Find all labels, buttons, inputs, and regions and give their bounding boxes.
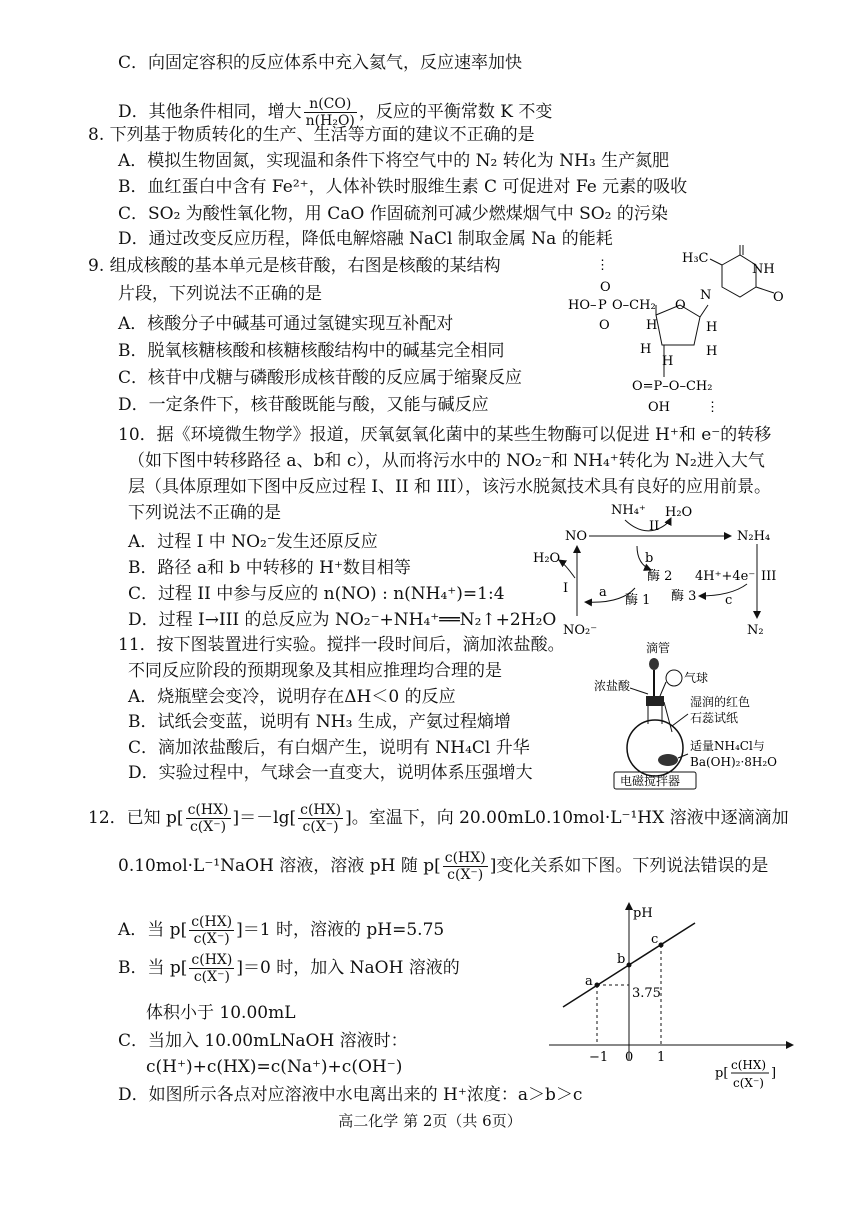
- q12-a-post: ]＝1 时，溶液的 pH=5.75: [236, 920, 445, 940]
- fig-h3c-label: H₃C: [682, 251, 709, 266]
- point-b: [627, 963, 632, 968]
- q12-option-d: D．如图所示各点对应溶液中水电离出来的 H⁺浓度：a＞b＞c: [118, 1085, 583, 1105]
- y-axis-label: pH: [633, 906, 653, 921]
- q12-b-pre: B．当 p[: [118, 958, 188, 978]
- q12-stem-line2: [118, 848, 768, 884]
- fig-dots-bottom: ⋮: [706, 400, 719, 415]
- fig-path-c: c: [725, 593, 733, 608]
- x-axis-label-den: c(X⁻): [733, 1076, 764, 1090]
- q11-apparatus: [590, 640, 820, 790]
- q12-s2-frac: [443, 850, 488, 883]
- fig-enzyme-3: 酶 3: [671, 589, 697, 604]
- frac-den: c(X⁻): [302, 819, 339, 835]
- fig-h3: H: [640, 342, 652, 357]
- fig-sugar-o: O: [675, 298, 686, 313]
- q12-a-frac: [189, 914, 234, 947]
- q11-option-a: A．烧瓶壁会变冷，说明存在ΔH＜0 的反应: [128, 687, 456, 707]
- frac-num: c(HX): [187, 802, 229, 818]
- frac-den: c(X⁻): [189, 819, 227, 835]
- fig-process-iii: III: [761, 569, 777, 584]
- fig-process-ii: II: [649, 519, 660, 534]
- q10-option-d: D．过程 I→III 的总反应为 NO₂⁻+NH₄⁺══N₂↑+2H₂O: [128, 610, 557, 630]
- fig-phosphodiester: O=P–O–CH₂: [632, 379, 713, 394]
- fig-dropper-label: 滴管: [646, 641, 671, 655]
- q8-option-c: C．SO₂ 为酸性氧化物，用 CaO 作固硫剂可减少燃煤烟气中 SO₂ 的污染: [118, 204, 668, 224]
- x-axis-label-num: c(HX): [731, 1058, 767, 1072]
- q8-option-b: B．血红蛋白中含有 Fe²⁺，人体补铁时服维生素 C 可促进对 Fe 元素的吸收: [118, 177, 688, 197]
- page-footer: 高二化学 第 2页（共 6页）: [338, 1112, 522, 1130]
- q12-s2-post: ]变化关系如下图。下列说法错误的是: [489, 856, 769, 876]
- q9-nucleotide-structure: [560, 245, 790, 420]
- x-axis-label-bracket: ]: [771, 1066, 777, 1081]
- frac-num: c(HX): [191, 952, 233, 968]
- fig-h4: H: [706, 344, 718, 359]
- q7-option-c: C．向固定容积的反应体系中充入氦气，反应速率加快: [118, 53, 523, 73]
- fig-dots-top: ⋮: [596, 258, 609, 273]
- fig-nh4-label: NH₄⁺: [611, 503, 646, 518]
- q10-stem-line3: 层（具体原理如下图中反应过程 I、II 和 III），该污水脱氮技术具有良好的应用前景。: [128, 477, 772, 497]
- frac-num: c(HX): [444, 850, 486, 866]
- frac-den: c(X⁻): [447, 867, 484, 883]
- q10-stem-line4: 下列说法不正确的是: [128, 503, 281, 523]
- fig-reagent-label-2: Ba(OH)₂·8H₂O: [690, 755, 778, 769]
- q11-option-d: D．实验过程中，气球会一直变大，说明体系压强增大: [128, 763, 533, 783]
- fig-litmus-label-2: 石蕊试纸: [690, 711, 739, 725]
- q12-option-b: [118, 950, 460, 986]
- q12-s1-pre: 12．已知 p[: [88, 808, 184, 828]
- fig-enzyme-1: 酶 1: [625, 593, 651, 608]
- q7-d-prefix: D．其他条件相同，增大: [118, 102, 302, 122]
- fig-carbonyl-o: O: [773, 290, 784, 305]
- fig-n2h4-label: N₂H₄: [737, 529, 771, 544]
- q10-option-c: C．过程 II 中参与反应的 n(NO) : n(NH₄⁺)=1:4: [128, 584, 505, 604]
- y-value-375: 3.75: [632, 986, 661, 1001]
- frac-den: c(X⁻): [193, 969, 230, 985]
- fig-proton-electron: 4H⁺+4e⁻: [695, 569, 756, 584]
- fig-balloon-label: 气球: [684, 671, 709, 685]
- q12-option-a: [118, 912, 444, 948]
- fig-p-label: P: [598, 298, 607, 313]
- q12-s1-mid: ]＝－lg[: [232, 808, 297, 828]
- q9-stem-line1: 9. 组成核酸的基本单元是核苷酸，右图是核酸的某结构: [88, 256, 501, 276]
- fig-hcl-label: 浓盐酸: [594, 679, 631, 693]
- q7-d-suffix: ，反应的平衡常数 K 不变: [358, 102, 553, 122]
- q12-stem-line1: [88, 800, 789, 836]
- fig-ho-label: HO–: [568, 298, 597, 313]
- q9-option-d: D．一定条件下，核苷酸既能与酸，又能与碱反应: [118, 395, 489, 415]
- fig-oh-label: OH: [648, 400, 670, 415]
- frac-den: c(X⁻): [193, 931, 230, 947]
- frac-num: c(HX): [300, 802, 342, 818]
- q10-stem-line2: （如下图中转移路径 a、b和 c），从而将污水中的 NO₂⁻和 NH₄⁺转化为 N₂进入大气: [128, 451, 765, 471]
- fig-n2-label: N₂: [747, 623, 764, 638]
- fig-reagent-label-1: 适量NH₄Cl与: [690, 739, 765, 753]
- q9-stem-line2: 片段，下列说法不正确的是: [118, 284, 322, 304]
- q11-option-c: C．滴加浓盐酸后，有白烟产生，说明有 NH₄Cl 升华: [128, 738, 530, 758]
- q11-stem-line2: 不同反应阶段的预期现象及其相应推理均合理的是: [128, 661, 502, 681]
- q12-s2-pre: 0.10mol·L⁻¹NaOH 溶液，溶液 pH 随 p[: [118, 856, 441, 876]
- q12-s1-frac2: [298, 802, 343, 835]
- frac-num: c(HX): [191, 914, 233, 930]
- fig-h2o-top: H₂O: [665, 505, 693, 520]
- q9-option-b: B．脱氧核糖核酸和核糖核酸结构中的碱基完全相同: [118, 341, 505, 361]
- q10-pathway-diagram: [525, 500, 795, 640]
- fig-process-i: I: [563, 581, 569, 596]
- q12-option-c-line1: C．当加入 10.00mLNaOH 溶液时：: [118, 1031, 408, 1051]
- q12-b-frac: [189, 952, 234, 985]
- x-tick-minus1: −1: [589, 1050, 609, 1065]
- x-axis-label-p: p[: [715, 1066, 729, 1081]
- q12-ph-graph: [545, 895, 815, 1095]
- q12-option-c-line2: c(H⁺)+c(HX)=c(Na⁺)+c(OH⁻): [146, 1057, 403, 1077]
- q12-s1-post: ]。室温下，向 20.00mL0.10mol·L⁻¹HX 溶液中逐滴滴加: [345, 808, 789, 828]
- fig-och2-label: O–CH₂: [612, 298, 656, 313]
- fig-no2-label: NO₂⁻: [563, 623, 598, 638]
- q7-d-denominator: n(H₂O): [305, 113, 355, 129]
- fig-no-label: NO: [565, 529, 588, 544]
- fig-h2: H: [706, 320, 718, 335]
- q12-b-post: ]＝0 时，加入 NaOH 溶液的: [236, 958, 460, 978]
- q11-option-b: B．试纸会变蓝，说明有 NH₃ 生成，产氨过程熵增: [128, 712, 511, 732]
- fig-path-a: a: [599, 585, 607, 600]
- fig-nh-label: NH: [752, 262, 775, 277]
- q10-option-a: A．过程 I 中 NO₂⁻发生还原反应: [128, 532, 378, 552]
- q10-stem-line1: 10．据《环境微生物学》报道，厌氧氨氧化菌中的某些生物酶可以促进 H⁺和 e⁻的转移: [118, 425, 772, 445]
- fig-h2o-left: H₂O: [533, 551, 561, 566]
- q11-stem-line1: 11．按下图装置进行实验。搅拌一段时间后，滴加浓盐酸。: [118, 635, 565, 655]
- fig-stirrer-label: 电磁搅拌器: [620, 774, 681, 788]
- fig-litmus-label-1: 湿润的红色: [690, 695, 751, 709]
- x-tick-1: 1: [657, 1050, 666, 1065]
- fig-enzyme-2: 酶 2: [647, 569, 673, 584]
- q10-option-b: B．路径 a和 b 中转移的 H⁺数目相等: [128, 558, 411, 578]
- x-tick-0: 0: [625, 1050, 634, 1065]
- q8-stem: 8. 下列基于物质转化的生产、生活等方面的建议不正确的是: [88, 125, 535, 145]
- q12-s1-frac1: [186, 802, 231, 835]
- point-b-label: b: [617, 952, 626, 967]
- fig-n-label: N: [700, 288, 712, 303]
- q9-option-c: C．核苷中戊糖与磷酸形成核苷酸的反应属于缩聚反应: [118, 368, 523, 388]
- fig-path-b: b: [645, 551, 654, 566]
- fig-h5: H: [662, 354, 674, 369]
- point-c-label: c: [651, 932, 659, 947]
- q8-option-a: A．模拟生物固氮，实现温和条件下将空气中的 N₂ 转化为 NH₃ 生产氮肥: [118, 151, 670, 171]
- q12-option-b-line2: 体积小于 10.00mL: [146, 1003, 296, 1023]
- q8-option-d: D．通过改变反应历程，降低电解熔融 NaCl 制取金属 Na 的能耗: [118, 229, 613, 249]
- q7-d-numerator: n(CO): [304, 96, 357, 113]
- point-a-label: a: [585, 974, 593, 989]
- fig-h1: H: [646, 318, 658, 333]
- fig-phosphate-o-bottom: O: [599, 318, 610, 333]
- fig-phosphate-o-top: O: [600, 280, 611, 295]
- q9-option-a: A．核酸分子中碱基可通过氢键实现互补配对: [118, 314, 454, 334]
- q12-a-pre: A．当 p[: [118, 920, 188, 940]
